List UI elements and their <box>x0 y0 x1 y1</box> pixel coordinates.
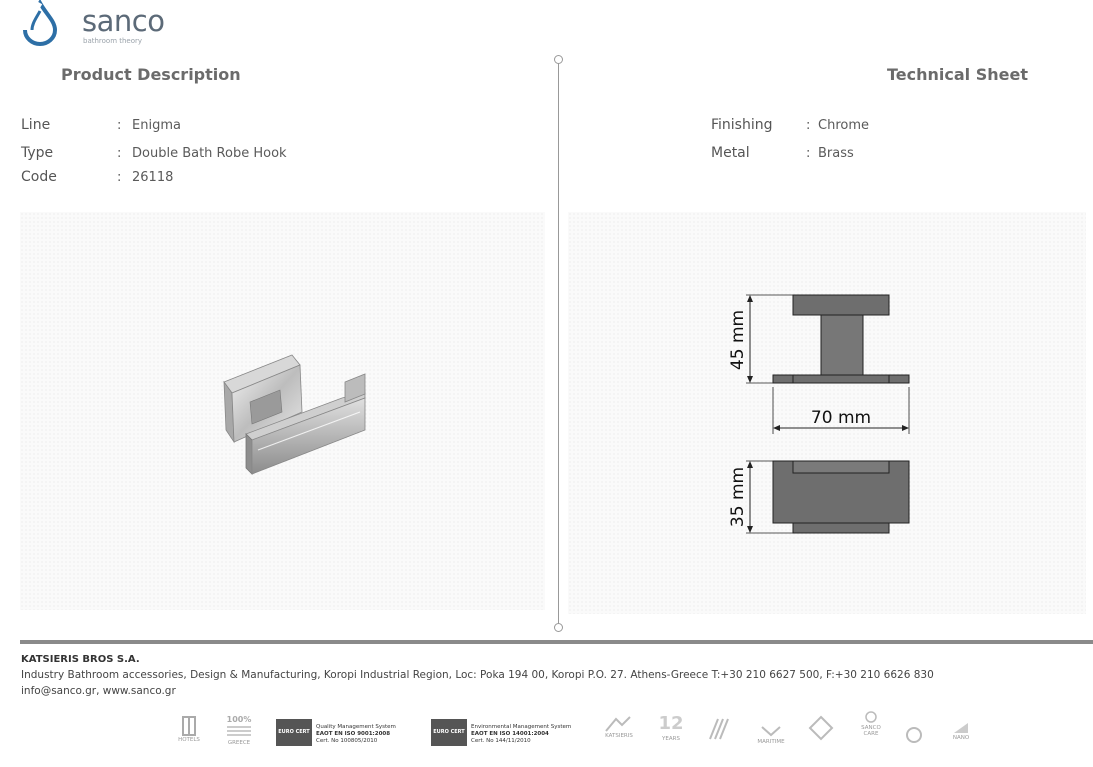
sanco-logo[interactable] <box>20 0 165 48</box>
iso14001-text <box>471 724 571 745</box>
spec-value: Enigma <box>132 118 181 133</box>
hotels-label: HOTELS <box>178 737 200 743</box>
front-view-stem <box>821 315 863 375</box>
eurocert-label: EURO CERT <box>278 729 310 735</box>
hotels-badge <box>176 713 202 749</box>
quality-cert: Cert. No 100805/2010 <box>316 738 378 744</box>
years-number: 12 <box>658 713 684 734</box>
width-dimension-label: 70 mm <box>810 408 872 428</box>
maritime-badge <box>754 713 788 749</box>
iso9001-text <box>316 724 396 745</box>
maritime-label: MARITIME <box>757 739 785 745</box>
dimension-drawing <box>568 212 1086 614</box>
maritime-wave-icon <box>754 713 788 737</box>
sanco-care-badge <box>856 708 886 744</box>
hotel-building-icon <box>176 713 202 737</box>
spec-separator: : <box>117 118 122 133</box>
vertical-divider <box>558 60 559 628</box>
env-std: EAOT EN ISO 14001:2004 <box>471 731 549 737</box>
spec-separator: : <box>117 146 122 161</box>
diamond-icon <box>808 713 834 743</box>
spec-row-type <box>21 145 321 163</box>
env-cert: Cert. No 144/11/2010 <box>471 738 531 744</box>
greece-percent: 100% <box>226 715 252 724</box>
spec-label: Finishing <box>711 117 773 133</box>
stripes-badge <box>706 713 732 749</box>
env-title: Environmental Management System <box>471 724 572 730</box>
spec-value: Double Bath Robe Hook <box>132 146 287 161</box>
divider-bottom-dot <box>554 623 563 632</box>
katsieris-badge <box>602 713 636 749</box>
footer-rule <box>20 640 1093 644</box>
product-image-panel <box>20 212 545 610</box>
spec-value: Brass <box>818 146 854 161</box>
eurocert-label-2: EURO CERT <box>433 729 465 735</box>
spec-separator: : <box>806 146 811 161</box>
spec-label: Metal <box>711 145 750 161</box>
spec-row-code <box>21 169 321 187</box>
spec-value: 26118 <box>132 170 174 185</box>
nano-label: NANO <box>952 735 970 741</box>
spec-label: Line <box>21 117 51 133</box>
circle-badge <box>902 713 926 749</box>
greece-badge <box>224 713 254 749</box>
spec-separator: : <box>806 118 811 133</box>
katsieris-label: KATSIERIS <box>605 733 633 739</box>
company-contact[interactable]: info@sanco.gr, www.sanco.gr <box>21 685 176 697</box>
sun-icon <box>856 708 886 724</box>
height-dimension-label: 45 mm <box>728 309 748 371</box>
years-badge <box>658 713 684 749</box>
spec-row-metal <box>711 145 1011 163</box>
brand-name: sanco <box>82 4 165 38</box>
spec-row-finishing <box>711 117 1011 135</box>
brand-tagline: bathroom theory <box>83 37 143 45</box>
nano-badge <box>946 713 976 749</box>
water-drop-icon <box>20 0 60 46</box>
sanco-care-label: SANCO CARE <box>861 725 881 737</box>
company-name: KATSIERIS BROS S.A. <box>21 654 140 665</box>
depth-dimension-label: 35 mm <box>728 466 748 528</box>
diagonal-stripes-icon <box>706 713 732 743</box>
spec-value: Chrome <box>818 118 869 133</box>
spec-label: Type <box>21 145 54 161</box>
eurocert-iso9001-logo <box>276 719 312 746</box>
spec-row-line <box>21 117 321 135</box>
divider-top-dot <box>554 55 563 64</box>
technical-drawing-panel <box>568 212 1086 614</box>
nano-icon <box>946 713 976 735</box>
spec-separator: : <box>117 170 122 185</box>
quality-title: Quality Management System <box>316 724 396 730</box>
company-address: Industry Bathroom accessories, Design & Manufacturing, Koropi Industrial Region, Loc: Poka 194 00, Koropi P.O. 27. Athens-Greece T:+30 210 6627 500, F:+30 210 6626 830 <box>21 669 934 681</box>
robe-hook-image <box>20 212 545 610</box>
greek-flag-icon <box>227 726 251 738</box>
eurocert-iso14001-logo <box>431 719 467 746</box>
front-view-top-bar <box>793 295 889 315</box>
product-description-title: Product Description <box>61 65 241 84</box>
quality-std: EAOT EN ISO 9001:2008 <box>316 731 391 737</box>
greece-label: GREECE <box>227 740 251 746</box>
circle-logo-icon <box>902 713 926 743</box>
diamond-badge <box>808 713 834 749</box>
technical-sheet-title: Technical Sheet <box>887 65 1028 84</box>
spec-label: Code <box>21 169 57 185</box>
years-label: YEARS <box>662 736 680 742</box>
katsieris-roof-icon <box>602 713 636 735</box>
